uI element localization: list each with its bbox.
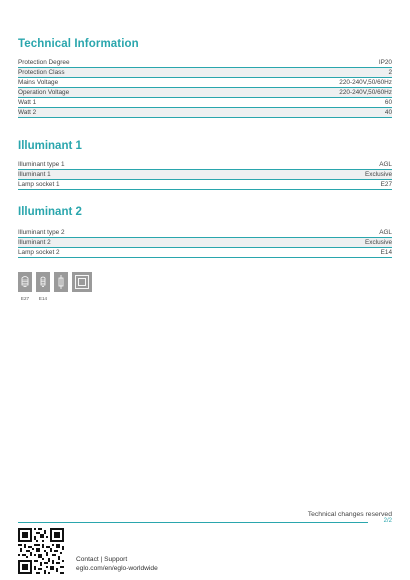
row-label: Illuminant 1 [18,170,51,178]
illuminant-2-heading: Illuminant 2 [18,206,82,218]
protection-class-2-icon [54,272,68,292]
e14-socket-icon-group [36,272,50,301]
table-row [18,160,392,170]
table-row [18,68,392,78]
contact-block [76,555,158,573]
page-number: 2/2 [383,518,392,524]
row-label: Illuminant type 1 [18,160,65,168]
row-value: IP20 [378,58,392,66]
illuminant-1-table [18,160,392,190]
qr-code [18,528,64,574]
table-row [18,98,392,108]
row-value: AGL [379,228,392,236]
row-label: Illuminant 2 [18,238,51,246]
row-value: 60 [384,98,392,106]
e27-label: E27 [20,296,30,301]
table-row [18,108,392,118]
e27-socket-icon [18,272,32,292]
illuminant-2-table [18,228,392,258]
row-label: Watt 1 [18,98,37,106]
double-insulation-icon [72,272,92,292]
double-insulation-icon-group [72,272,92,301]
row-label: Protection Class [18,68,65,76]
row-label: Illuminant type 2 [18,228,65,236]
protection-class-2-icon-group [54,272,68,301]
row-value: E27 [380,180,392,188]
row-label: Watt 2 [18,108,37,116]
row-label: Lamp socket 1 [18,180,60,188]
technical-changes-note: Technical changes reserved [307,511,392,518]
row-label: Operation Voltage [18,88,70,96]
row-value: 220-240V,50/60Hz [339,78,392,86]
table-row [18,170,392,180]
e14-label: E14 [38,296,48,301]
e27-socket-icon-group [18,272,32,301]
table-row [18,88,392,98]
row-value: Exclusive [365,238,392,246]
row-label: Protection Degree [18,58,70,66]
row-value: Exclusive [365,170,392,178]
technical-information-heading: Technical Information [18,38,139,50]
table-row [18,228,392,238]
table-row [18,248,392,258]
technical-information-table [18,58,392,118]
row-label: Lamp socket 2 [18,248,60,256]
table-row [18,180,392,190]
contact-support-label: Contact | Support [76,556,128,563]
contact-url-link[interactable]: eglo.com/en/eglo-worldwide [76,565,158,572]
row-value: 2 [388,68,392,76]
table-row [18,78,392,88]
e14-socket-icon [36,272,50,292]
row-value: AGL [379,160,392,168]
footer-divider [18,522,368,523]
table-row [18,238,392,248]
row-value: 40 [384,108,392,116]
row-label: Mains Voltage [18,78,59,86]
certification-icons [18,272,92,301]
table-row [18,58,392,68]
row-value: 220-240V,50/60Hz [339,88,392,96]
row-value: E14 [380,248,392,256]
illuminant-1-heading: Illuminant 1 [18,140,82,152]
